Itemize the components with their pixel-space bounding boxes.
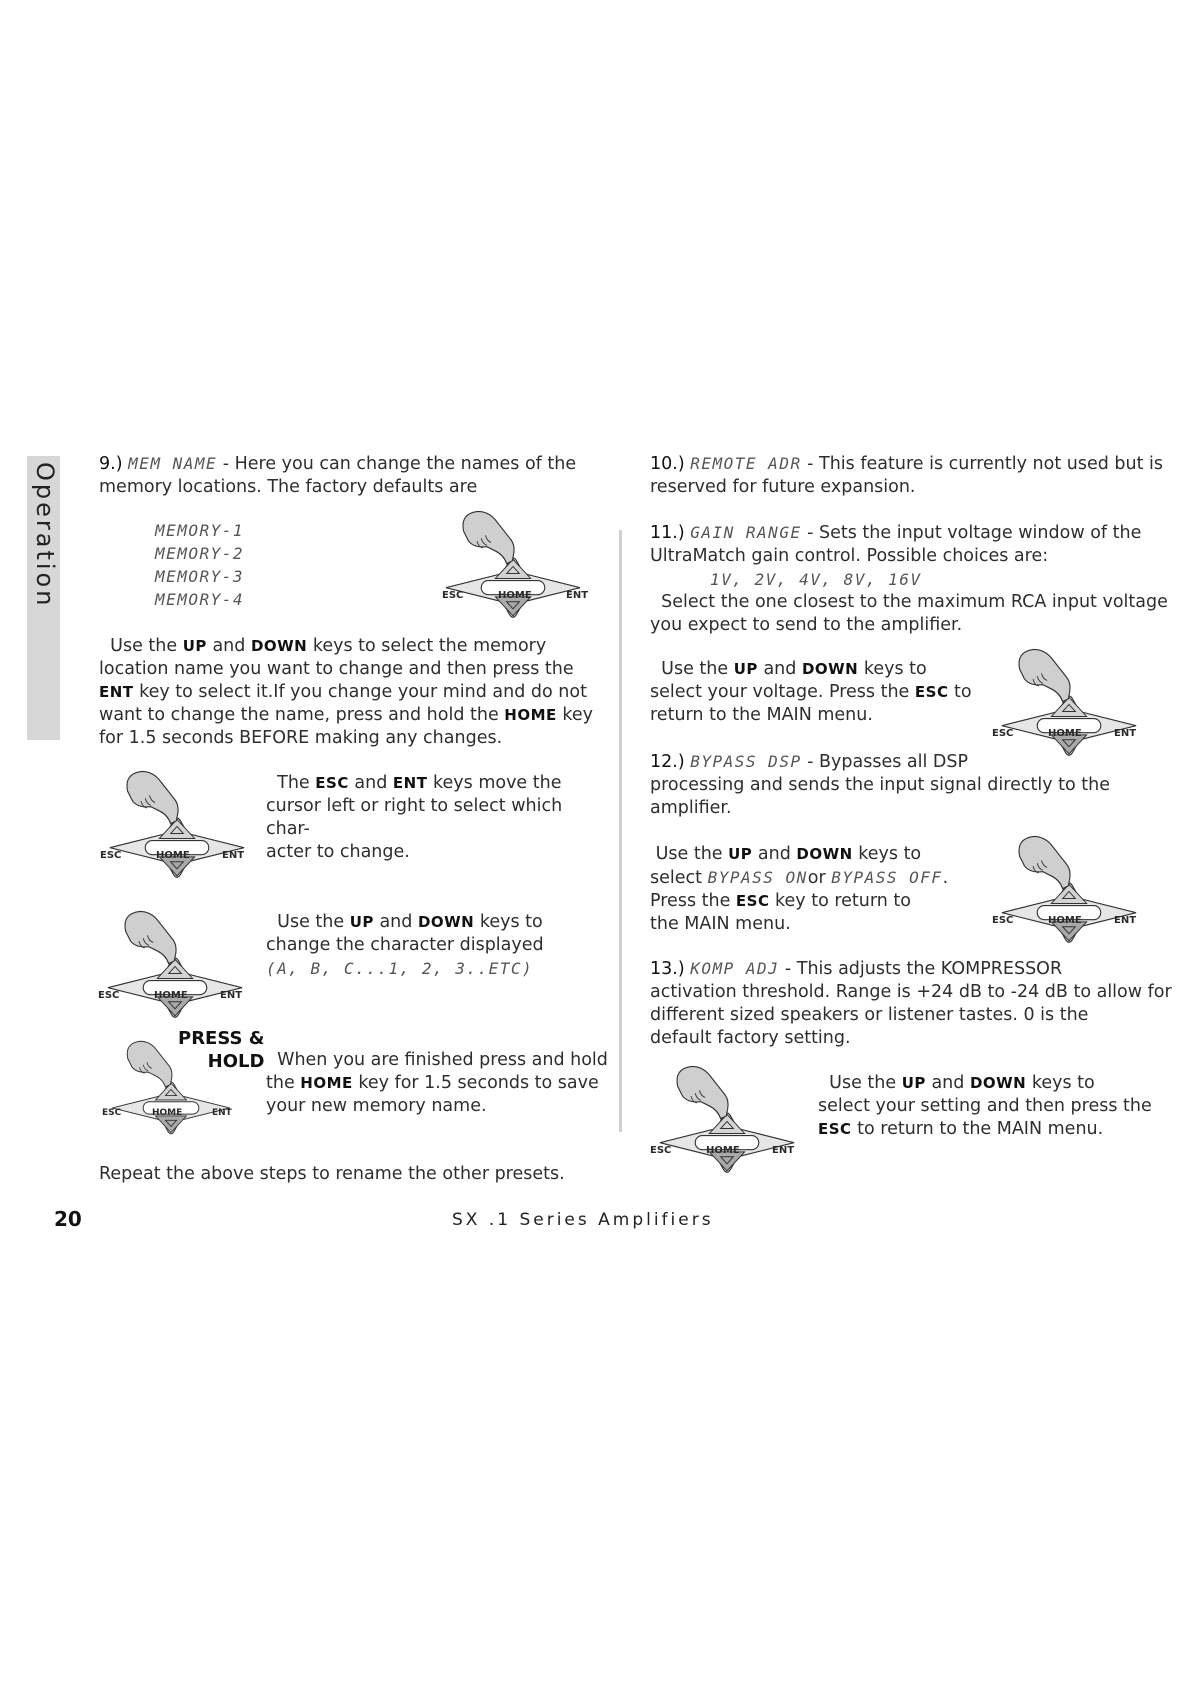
text: memory locations. The factory defaults are <box>99 477 478 497</box>
keypad-ent-label: ENT <box>212 1108 232 1118</box>
keypad-illustration-home <box>86 1040 256 1145</box>
text: - This feature is currently not used but is <box>801 454 1164 474</box>
keypad-ent-label: ENT <box>772 1145 795 1156</box>
memory-name-3: MEMORY-3 <box>155 567 245 586</box>
text: - This adjusts the KOMPRESSOR <box>779 959 1063 979</box>
section-11 <box>650 521 1175 637</box>
text: and <box>752 844 797 864</box>
text: HOLD <box>207 1051 265 1072</box>
keypad-esc-label: ESC <box>650 1145 672 1156</box>
keypad-illustration-up-5 <box>632 1065 822 1185</box>
key-esc: ESC <box>735 892 770 910</box>
text: and <box>925 1073 970 1093</box>
keypad-home-label: HOME <box>706 1145 740 1156</box>
text: want to change the name, press and hold the <box>99 705 505 725</box>
keypad-ent-label: ENT <box>566 590 589 601</box>
section-9-paragraph-2 <box>266 772 606 864</box>
section-9-paragraph-4 <box>266 1049 611 1118</box>
keypad-esc-label: ESC <box>992 728 1014 739</box>
memory-default-list <box>155 519 244 611</box>
text: and <box>206 636 251 656</box>
text: The <box>277 773 316 793</box>
section-9-repeat-note: Repeat the above steps to rename the other presets. <box>99 1164 565 1184</box>
text: keys to <box>474 912 543 932</box>
memory-name-2: MEMORY-2 <box>155 544 245 563</box>
key-home: HOME <box>300 1074 353 1092</box>
text: select <box>650 868 708 888</box>
text: location name you want to change and then press the <box>99 659 574 679</box>
text: the <box>266 1073 301 1093</box>
key-up: UP <box>349 913 374 931</box>
section-12-number: 12.) <box>650 752 685 772</box>
memory-name-1: MEMORY-1 <box>155 521 245 540</box>
keypad-home-label: HOME <box>1048 915 1082 926</box>
lcd-remote-adr: REMOTE ADR <box>690 454 802 473</box>
keypad-ent-label: ENT <box>1114 728 1137 739</box>
keypad-ent-label: ENT <box>222 850 245 861</box>
hand-pressing-up-icon <box>974 835 1164 955</box>
text: keys move the <box>427 773 562 793</box>
text: . <box>942 868 949 888</box>
lcd-gain-range: GAIN RANGE <box>690 523 802 542</box>
text: and <box>373 912 418 932</box>
key-esc: ESC <box>315 774 349 792</box>
key-up: UP <box>182 637 207 655</box>
key-esc: ESC <box>818 1120 852 1138</box>
keypad-illustration-ent <box>82 770 272 890</box>
section-11-number: 11.) <box>650 523 685 543</box>
hand-pressing-up-icon <box>632 1065 822 1185</box>
lcd-mem-name: MEM NAME <box>128 454 218 473</box>
text: - Bypasses all DSP <box>801 752 969 772</box>
lcd-bypass-off: BYPASS OFF <box>831 868 943 887</box>
section-9-intro <box>99 452 599 499</box>
lcd-gain-choices: 1V, 2V, 4V, 8V, 16V <box>710 570 922 589</box>
section-13-instructions <box>818 1072 1178 1141</box>
key-down: DOWN <box>801 660 859 678</box>
section-13 <box>650 957 1175 1050</box>
text: PRESS & <box>178 1028 265 1049</box>
text: default factory setting. <box>650 1028 851 1048</box>
text: keys to <box>852 844 922 864</box>
text: keys to <box>1026 1073 1095 1093</box>
keypad-esc-label: ESC <box>98 990 120 1001</box>
text: Use the <box>655 844 729 864</box>
text: return to the MAIN menu. <box>650 705 873 725</box>
lcd-bypass-dsp: BYPASS DSP <box>690 752 802 771</box>
text: to return to the MAIN menu. <box>851 1119 1104 1139</box>
text: - Here you can change the names of the <box>217 454 577 474</box>
keypad-home-label: HOME <box>152 1108 183 1118</box>
section-12-instructions <box>650 843 980 936</box>
key-down: DOWN <box>796 845 853 863</box>
keypad-esc-label: ESC <box>442 590 464 601</box>
hand-pressing-home-icon <box>86 1040 256 1145</box>
page-number: 20 <box>54 1207 82 1231</box>
section-9-paragraph-1 <box>99 635 604 750</box>
text: select your voltage. Press the <box>650 682 915 702</box>
text: Use the <box>829 1073 902 1093</box>
lcd-character-set: (A, B, C...1, 2, 3..ETC) <box>266 959 534 978</box>
text: Use the <box>110 636 183 656</box>
hand-pressing-ent-icon <box>82 770 272 890</box>
text: to <box>948 682 972 702</box>
keypad-illustration-up <box>418 510 608 630</box>
key-up: UP <box>733 660 758 678</box>
text: or <box>807 868 832 888</box>
memory-name-4: MEMORY-4 <box>155 590 245 609</box>
text: reserved for future expansion. <box>650 477 916 497</box>
text: UltraMatch gain control. Possible choices are: <box>650 546 1049 566</box>
key-down: DOWN <box>969 1074 1027 1092</box>
text: Use the <box>277 912 350 932</box>
key-up: UP <box>901 1074 926 1092</box>
text: change the character displayed <box>266 935 544 955</box>
section-12 <box>650 750 1170 820</box>
section-9-number: 9.) <box>99 454 123 474</box>
keypad-esc-label: ESC <box>100 850 122 861</box>
text: keys to <box>858 659 927 679</box>
text: activation threshold. Range is +24 dB to -24 dB to allow for <box>650 982 1172 1002</box>
key-home: HOME <box>504 706 557 724</box>
keypad-illustration-up-4 <box>974 835 1164 955</box>
text: When you are finished press and hold <box>277 1050 608 1070</box>
text: and <box>348 773 393 793</box>
key-ent: ENT <box>392 774 428 792</box>
text: different sized speakers or listener tastes. 0 is the <box>650 1005 1089 1025</box>
lcd-komp-adj: KOMP ADJ <box>690 959 780 978</box>
text: the MAIN menu. <box>650 914 791 934</box>
key-esc: ESC <box>914 683 949 701</box>
text: key to select it.If you change your mind and do not <box>133 682 587 702</box>
footer-series-title: SX .1 Series Amplifiers <box>452 1210 714 1230</box>
keypad-ent-label: ENT <box>1114 915 1137 926</box>
text: you expect to send to the amplifier. <box>650 615 963 635</box>
lcd-bypass-on: BYPASS ON <box>707 868 808 887</box>
text: Select the one closest to the maximum RCA input voltage <box>661 592 1168 612</box>
key-down: DOWN <box>250 637 308 655</box>
section-tab <box>27 456 60 740</box>
keypad-home-label: HOME <box>156 850 190 861</box>
keypad-ent-label: ENT <box>220 990 243 1001</box>
section-10 <box>650 452 1170 499</box>
section-9-paragraph-3 <box>266 911 606 980</box>
text: Use the <box>661 659 734 679</box>
text: - Sets the input voltage window of the <box>801 523 1142 543</box>
text: for 1.5 seconds BEFORE making any changes. <box>99 728 503 748</box>
text: keys to select the memory <box>307 636 547 656</box>
text: cursor left or right to select which char- <box>266 796 563 839</box>
text: key <box>556 705 593 725</box>
key-down: DOWN <box>417 913 475 931</box>
text: key for 1.5 seconds to save <box>352 1073 599 1093</box>
hand-pressing-up-icon <box>418 510 608 630</box>
keypad-illustration-up-2 <box>80 910 270 1030</box>
text: acter to change. <box>266 842 410 862</box>
keypad-esc-label: ESC <box>102 1108 122 1118</box>
key-ent: ENT <box>99 683 134 701</box>
keypad-esc-label: ESC <box>992 915 1014 926</box>
text: and <box>757 659 802 679</box>
section-11-instructions <box>650 658 980 727</box>
text: select your setting and then press the <box>818 1096 1152 1116</box>
keypad-home-label: HOME <box>154 990 188 1001</box>
text: your new memory name. <box>266 1096 487 1116</box>
text: key to return to <box>769 891 911 911</box>
section-10-number: 10.) <box>650 454 685 474</box>
column-divider <box>619 530 622 1132</box>
key-up: UP <box>728 845 753 863</box>
text: processing and sends the input signal directly to the <box>650 775 1110 795</box>
text: Press the <box>650 891 736 911</box>
keypad-home-label: HOME <box>1048 728 1082 739</box>
keypad-home-label: HOME <box>498 590 532 601</box>
section-13-number: 13.) <box>650 959 685 979</box>
text: amplifier. <box>650 798 732 818</box>
section-tab-label: Operation <box>31 462 59 609</box>
hand-pressing-up-icon <box>80 910 270 1030</box>
